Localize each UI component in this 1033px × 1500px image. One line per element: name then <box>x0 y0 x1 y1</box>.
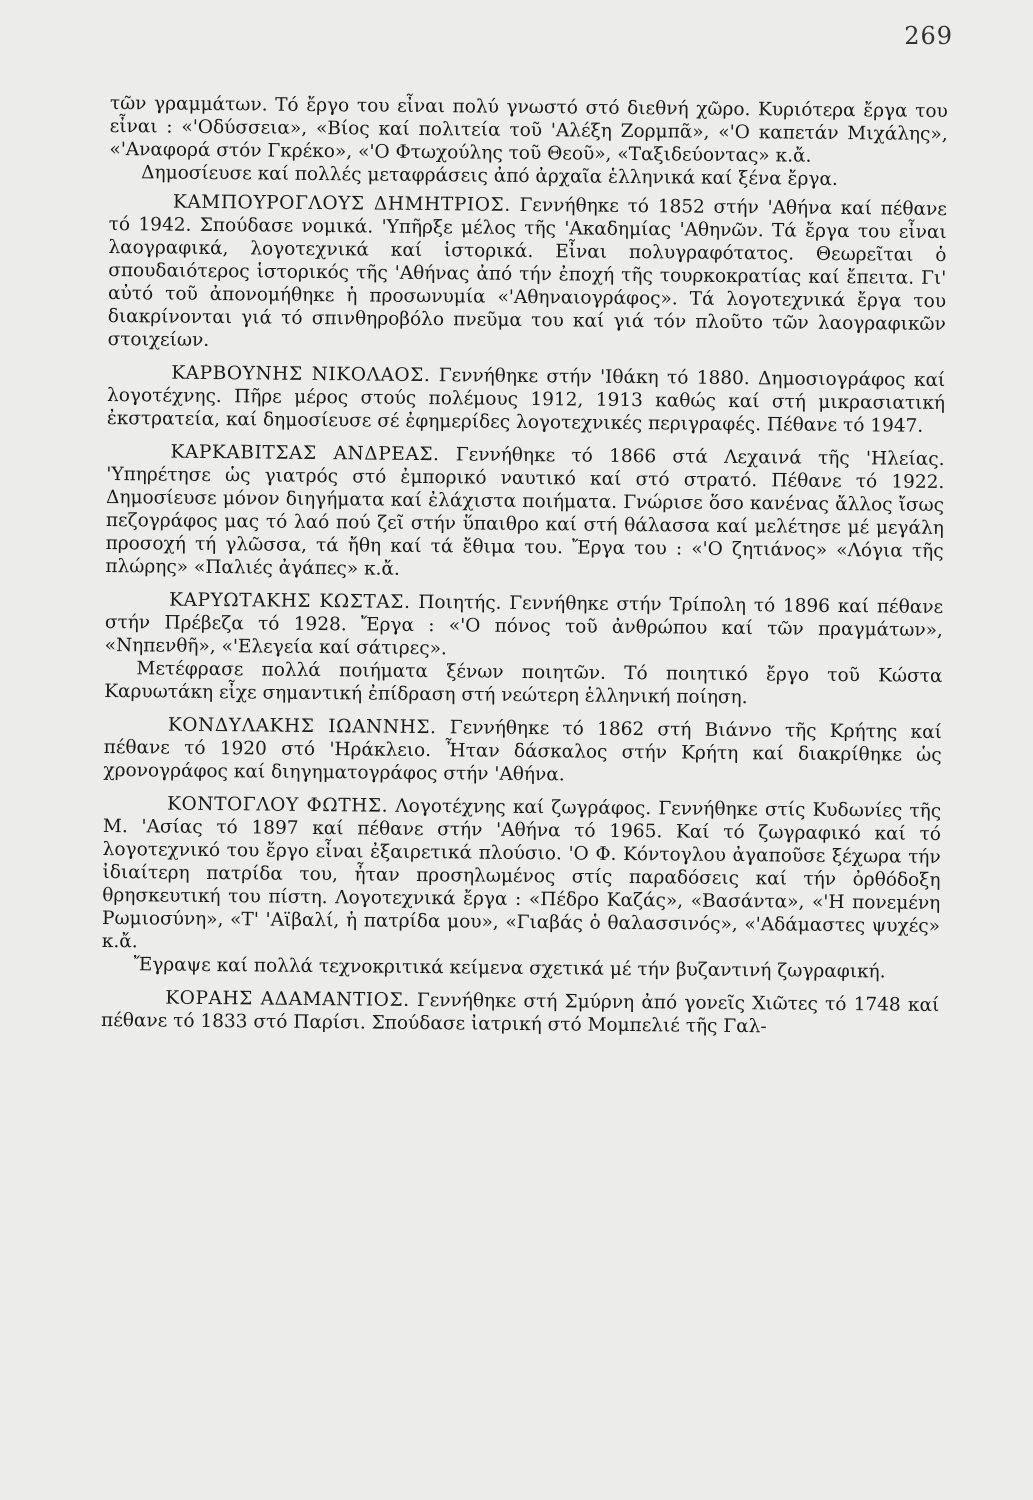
paragraph <box>103 713 942 790</box>
entry-heading: ΚΑΜΠΟΥΡΟΓΛΟΥΣ ΔΗΜΗΤΡΙΟΣ. <box>172 191 511 216</box>
paragraph <box>108 190 948 359</box>
entry-karvounis <box>107 361 946 438</box>
paragraph <box>107 361 946 438</box>
entry-body: Λογοτέχνης καί ζωγράφος. Γεννήθηκε στίς Κυδωνίες τῆς Μ. 'Ασίας τό 1897 καί πέθανε στήν 'Αθήνα τό 1965. Καί τό ζωγραφικό καί τό λογοτεχνικό του ἔργο εἶναι ἐξαιρετικά πλούσιο. 'Ο Φ. Κόντογλου ἀγαποῦσε ξέχωρα τήν ἰδιαίτερη πατρίδα του, ἦταν προσηλωμένος στίς παραδόσεις καί τήν ὀρθόδοξη θρησκευτική του πίστη. Λογοτεχνικά ἔργα : «Πέδρο Καζάς», «Βασάντα», «'Η πονεμένη Ρωμιοσύνη», «Τ' 'Αϊβαλί, ἡ πατρίδα μου», «Γιαβάς ὁ θαλασσινός», «'Αδάμαστες ψυχές» κ.ἄ. <box>101 795 942 953</box>
entry-kambouroglous <box>108 190 948 359</box>
entry-heading: ΚΑΡΥΩΤΑΚΗΣ ΚΩΣΤΑΣ. <box>169 589 411 613</box>
entry-heading: ΚΟΝΤΟΓΛΟΥ ΦΩΤΗΣ. <box>167 793 389 817</box>
paragraph: Μετέφρασε πολλά ποιήματα ξένων ποιητῶν. Τό ποιητικό ἔργο τοῦ Κώστα Καρυωτάκη εἶχε σημαντική ἐπίδραση στή νεώτερη ἑλληνική ποίηση. <box>104 658 943 709</box>
paragraph <box>105 588 944 665</box>
paragraph <box>101 986 939 1040</box>
paragraph: Δημοσίευσε καί πολλές μεταφράσεις ἀπό ἀρχαῖα ἑλληνικά καί ξένα ἔργα. <box>141 162 838 190</box>
paragraph: Ἔγραψε καί πολλά τεχνοκριτικά κείμενα σχετικά μέ τήν βυζαντινή ζωγραφική. <box>133 954 886 983</box>
entry-body: Γεννήθηκε τό 1862 στή Βιάννο τῆς Κρήτης καί πέθανε τό 1920 στό 'Ηράκλειο. Ἦταν δάσκαλος στήν Κρήτη καί διακρίθηκε ὡς χρονογράφος καί διηγηματογράφος στήν 'Αθήνα. <box>103 717 942 786</box>
entry-heading: ΚΟΡΑΗΣ ΑΔΑΜΑΝΤΙΟΣ. <box>165 987 410 1011</box>
paragraph <box>102 792 942 961</box>
entry-heading: ΚΟΝΔΥΛΑΚΗΣ ΙΩΑΝΝΗΣ. <box>167 714 437 739</box>
entry-body: Γεννήθηκε στήν 'Ιθάκη τό 1880. Δημοσιογράφος καί λογοτέχνης. Πῆρε μέρος στούς πολέμους 1912, 1913 καθώς καί στή μικρασιατική ἐκστρατεία, καί δημοσίευσε σέ ἐφημερίδες λογοτεχνικές περιγραφές. Πέθανε τό 1947. <box>106 365 946 437</box>
entry-body: Γεννήθηκε τό 1852 στήν 'Αθήνα καί πέθανε τό 1942. Σπούδασε νομικά. 'Υπῆρξε μέλος τῆς 'Ακαδημίας 'Αθηνῶν. Τά ἔργα του εἶναι λαογραφικά, λογοτεχνικά καί ἱστορικά. Εἶναι πολυγραφότατος. Θεωρεῖται ὁ σπουδαιότερος ἱστορικός τῆς 'Αθήνας ἀπό τήν ἐποχή τῆς τουρκοκρατίας καί ἔπειτα. Γι' αὐτό τοῦ ἀπονομήθηκε ἡ προσωνυμία «'Αθηναιογράφος». Τά λογοτεχνικά ἔργα του διακρίνονται γιά τό σπινθηροβόλο πνεῦμα του καί γιά τόν πλοῦτο τῶν λαογραφικῶν στοιχείων. <box>107 194 948 351</box>
entry-karyotakis <box>104 588 943 711</box>
entry-karkavitsas <box>105 440 944 586</box>
entry-kondylakis <box>103 713 942 790</box>
entry-body: Ποιητής. Γεννήθηκε στήν Τρίπολη τό 1896 καί πέθανε στήν Πρέβεζα τό 1928. Ἔργα : «'Ο πόνος τοῦ ἀνθρώπου καί τῶν πραγμάτων», «Νηπενθῆ», «'Ελεγεία καί σάτιρες». <box>104 591 944 660</box>
paragraph: τῶν γραμμάτων. Τό ἔργο του εἶναι πολύ γνωστό στό διεθνή χῶρο. Κυριότερα ἔργα του εἶναι : «'Οδύσσεια», «Βίος καί πολιτεία τοῦ 'Αλέξη Ζορμπᾶ», «'Ο καπετάν Μιχάλης», «'Αναφορά στόν Γκρέκο», «'Ο Φτωχούλης τοῦ Θεοῦ», «Ταξιδεύοντας» κ.ἄ. <box>109 92 948 167</box>
entry-heading: ΚΑΡΚΑΒΙΤΣΑΣ ΑΝΔΡΕΑΣ. <box>170 441 440 466</box>
paragraph <box>105 440 944 586</box>
entry-body: Γεννήθηκε τό 1866 στά Λεχαινά τῆς 'Ηλείας. 'Υπηρέτησε ὡς γιατρός στό ἐμπορικό ναυτικό καί στό στρατό. Πέθανε τό 1922. Δημοσίευσε μόνον διηγήματα καί ἐλάχιστα ποιήματα. Γνώρισε ὅσο κανένας ἄλλος ἴσως πεζογράφος μας τό λαό πού ζεῖ στήν ὕπαιθρο καί στή θάλασσα καί μελέτησε μέ μεγάλη προσοχή τή γλῶσσα, τά ἤθη καί τά ἔθιμα του. Ἔργα του : «'Ο ζητιάνος» «Λόγια τῆς πλώρης» «Παλιές ἀγάπες» κ.ἄ. <box>105 444 945 580</box>
page-number: 269 <box>904 22 953 50</box>
entry-continuation <box>109 92 948 192</box>
entry-korais <box>101 986 939 1040</box>
entry-heading: ΚΑΡΒΟΥΝΗΣ ΝΙΚΟΛΑΟΣ. <box>171 362 431 387</box>
entry-body: Γεννήθηκε στή Σμύρνη ἀπό γονεῖς Χιῶτες τό 1748 καί πέθανε τό 1833 στό Παρίσι. Σπούδασε ἰατρική στό Μομπελιέ τῆς Γαλ- <box>100 989 940 1038</box>
entry-kontoglou <box>102 792 942 984</box>
text-block <box>101 92 948 1040</box>
